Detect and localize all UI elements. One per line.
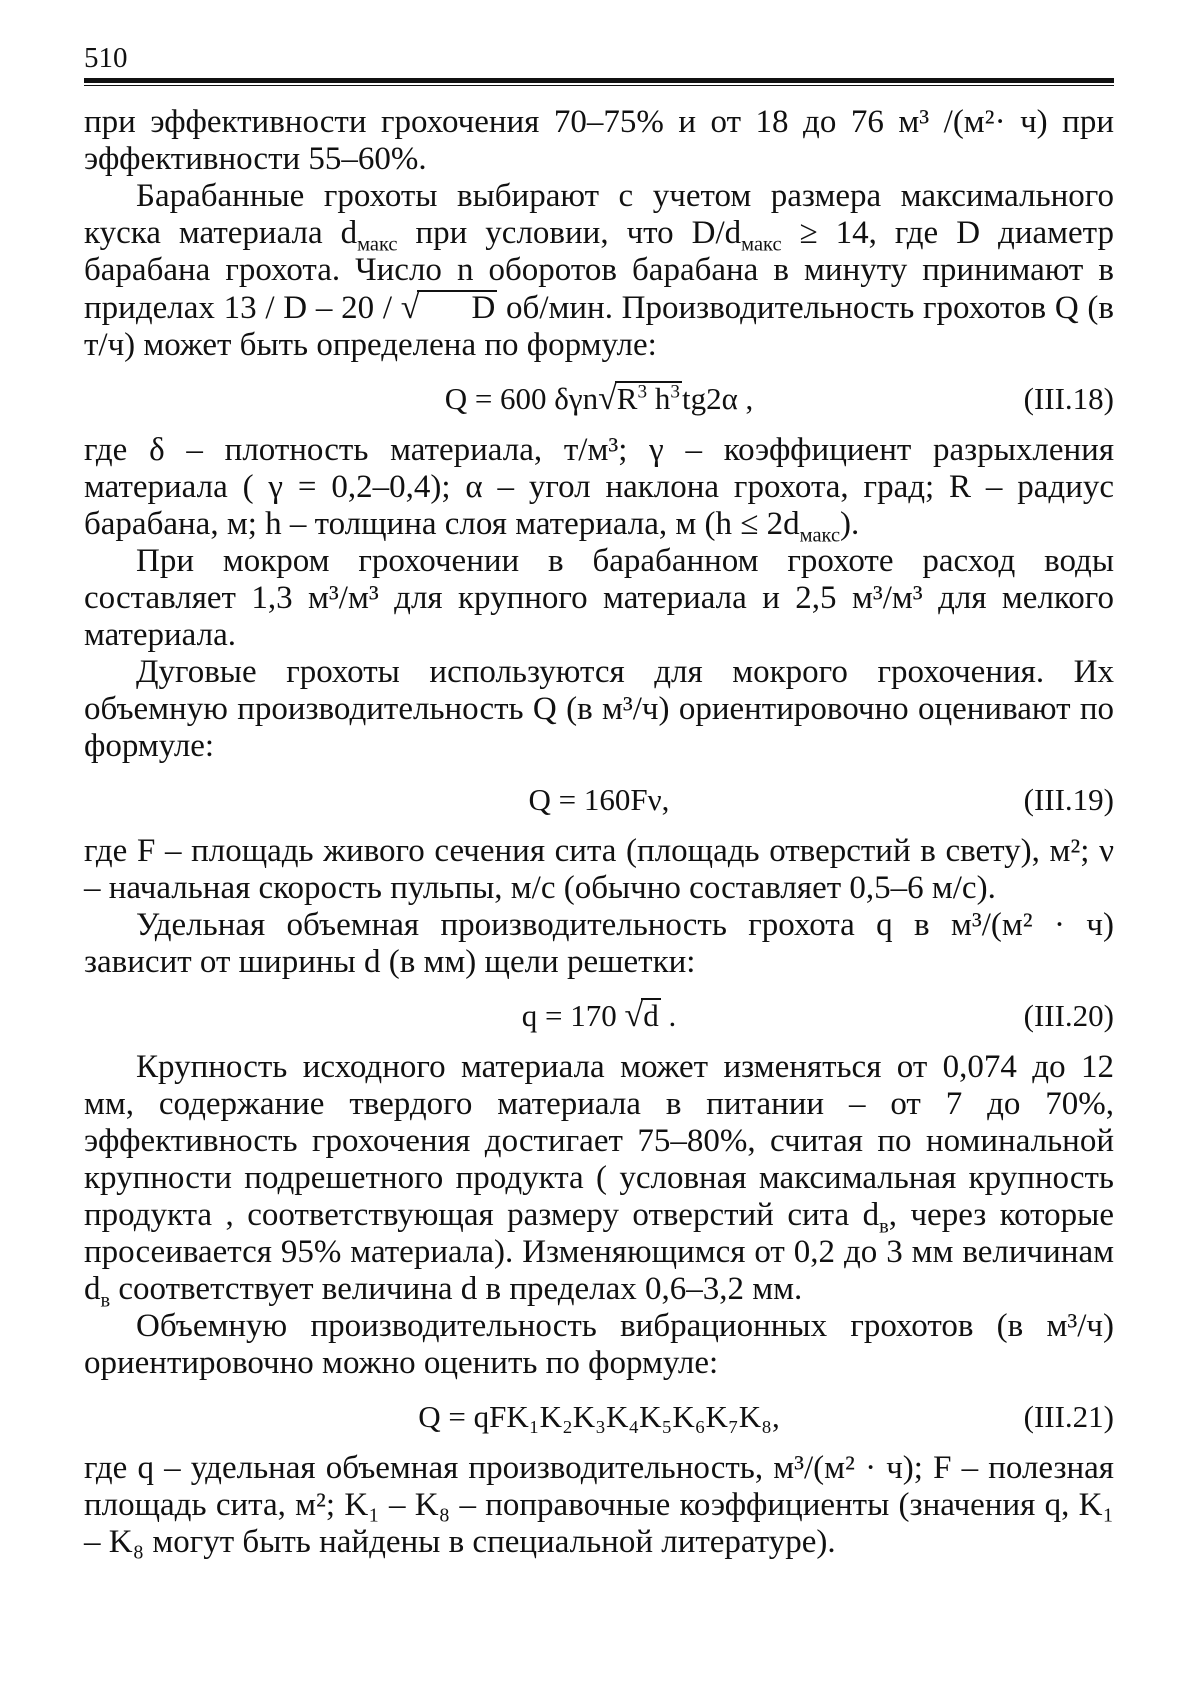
paragraph-2 [84,178,1114,364]
formula-III-18-exp-2: 3 [670,381,680,403]
paragraph-3-text-2: ). [840,506,860,542]
formula-III-18-exp-1: 3 [637,381,648,403]
paragraph-9: Объемную производительность вибрационных грохотов (в м³/ч) ориентировочно можно оценить по формуле: [84,1308,1114,1381]
formula-III-20-prefix: q = 170 [521,997,625,1033]
equation-number-III-20: (III.20) [1023,997,1114,1033]
paragraph-8-text-2: , через которые просеивается 95% материала). Изменяющимся от 0,2 до 3 мм величинам d [84,1197,1114,1307]
header-rule [84,78,1114,83]
formula-III-19 [84,771,1114,827]
paragraph-2-text-4: об/мин. Производительность грохотов Q (в т/ч) может быть определена по формуле: [84,290,1114,363]
subscript-max: макс [741,233,782,256]
page [84,40,1114,1561]
formula-III-18-radicand [615,381,682,415]
equation-number-III-18: (III.18) [1023,380,1114,416]
paragraph-8-text-1: Крупность исходного материала может изменяться от 0,074 до 12 мм, содержание твердого материала в питании – от 7 до 70%, эффективность грохочения достигает 75–80%, считая по номинальной крупности подрешетного продукта ( условная максимальная крупность продукта , соответствующая размеру отверстий сита d [84,1049,1114,1233]
paragraph-6: где F – площадь живого сечения сита (площадь отверстий в свету), м²; ν – начальная скорость пульпы, м/с (обычно составляет 0,5–6 м/с). [84,833,1114,906]
sqrt-radicand: D [417,290,497,324]
formula-III-19-body: Q = 160Fν, [528,781,670,817]
formula-III-18-r: R [616,380,638,416]
paragraph-7: Удельная объемная производительность грохота q в м³/(м² · ч) зависит от ширины d (в мм) щели решетки: [84,907,1114,980]
radical-sign: √ [598,379,617,417]
paragraph-10: где q – удельная объемная производительность, м³/(м² · ч); F – полезная площадь сита, м²; K₁ – K₈ – поправочные коэффициенты (значения q, K₁ – K₈ могут быть найдены в специальной литературе). [84,1450,1114,1560]
subscript-v: в [879,1215,889,1238]
paragraph-2-text-2: при условии, что D/d [397,215,742,251]
paragraph-3 [84,432,1114,547]
header-rule-thin [84,85,1114,86]
paragraph-8 [84,1049,1114,1312]
subscript-max: макс [799,524,841,547]
radical-sign: √ [624,996,644,1034]
formula-III-18 [84,370,1114,426]
paragraph-2-text-3: ≥ 14, где D диаметр барабана грохота. Число n оборотов барабана в минуту принимают в приделах 13 / D – 20 / [84,215,1114,326]
page-number: 510 [84,42,128,74]
radical-sign: √ [400,289,420,326]
formula-III-20-suffix: . [660,997,677,1033]
paragraph-8-text-3: соответствует величина d в пределах 0,6–3,2 мм. [110,1271,803,1307]
paragraph-5: Дуговые грохоты используются для мокрого грохочения. Их объемную производительность Q (в м³/ч) ориентировочно оценивают по формуле: [84,654,1114,764]
subscript-v: в [100,1289,111,1312]
paragraph-3-text-1: где δ – плотность материала, т/м³; γ – коэффициент разрыхления материала ( γ = 0,2–0,4); α – угол наклона грохота, град; R – радиус барабана, м; h – толщина слоя материала, м (h ≤ 2d [84,432,1114,542]
formula-III-18-h: h [647,380,671,416]
equation-number-III-21: (III.21) [1023,1398,1114,1434]
paragraph-1: при эффективности грохочения 70–75% и от 18 до 76 м³ /(м²· ч) при эффективности 55–60%. [84,104,1114,177]
subscript-max: макс [357,233,398,256]
formula-III-21 [84,1388,1114,1444]
formula-III-20-radicand: d [643,997,659,1033]
formula-III-18-prefix: Q = 600 δγn [444,380,599,416]
formula-III-18-suffix: tg2α , [681,380,754,416]
formula-III-21-body: Q = qFK₁K₂K₃K₄K₅K₆K₇K₈, [418,1398,780,1434]
formula-III-20 [84,987,1114,1043]
formula-III-20-body [84,997,1004,1034]
paragraph-2-text-1: Барабанные грохоты выбирают с учетом размера максимального куска материала d [84,178,1114,251]
paragraph-4: При мокром грохочении в барабанном грохоте расход воды составляет 1,3 м³/м³ для крупного материала и 2,5 м³/м³ для мелкого материала. [84,543,1114,653]
equation-number-III-19: (III.19) [1023,781,1114,817]
formula-III-18-body [84,380,1004,417]
